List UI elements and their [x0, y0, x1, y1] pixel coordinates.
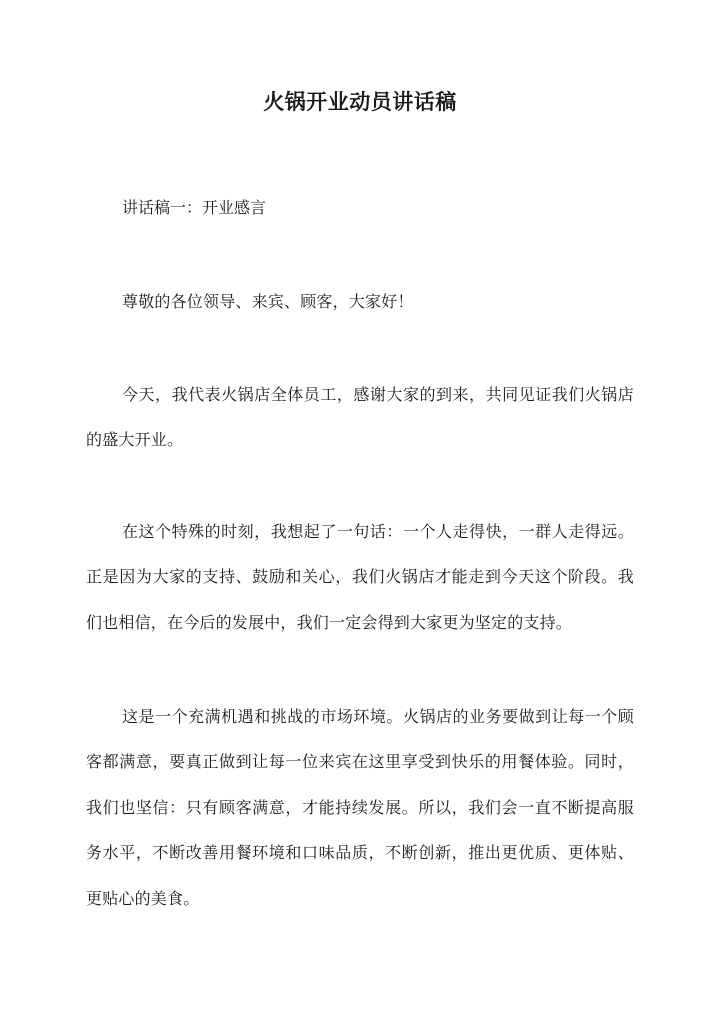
document-title: 火锅开业动员讲话稿 — [263, 89, 457, 114]
paragraph-greeting: 尊敬的各位领导、来宾、顾客，大家好！ — [122, 292, 414, 311]
section-heading: 讲话稿一：开业感言 — [122, 198, 267, 217]
paragraph-thanks: 今天，我代表火锅店全体员工，感谢大家的到来，共同见证我们火锅店的盛大开业。 — [86, 385, 634, 450]
paragraph-support: 在这个特殊的时刻，我想起了一句话：一个人走得快，一群人走得远。正是因为大家的支持、鼓励和关心，我们火锅店才能走到今天这个阶段。我们也相信，在今后的发展中，我们一定会得到大家更为坚定的支持。 — [86, 522, 634, 632]
paragraph-commitment: 这是一个充满机遇和挑战的市场环境。火锅店的业务要做到让每一个顾客都满意，要真正做到让每一位来宾在这里享受到快乐的用餐体验。同时，我们也坚信：只有顾客满意，才能持续发展。所以，我们会一直不断提高服务水平，不断改善用餐环境和口味品质，不断创新，推出更优质、更体贴、更贴心的美食。 — [86, 707, 634, 908]
